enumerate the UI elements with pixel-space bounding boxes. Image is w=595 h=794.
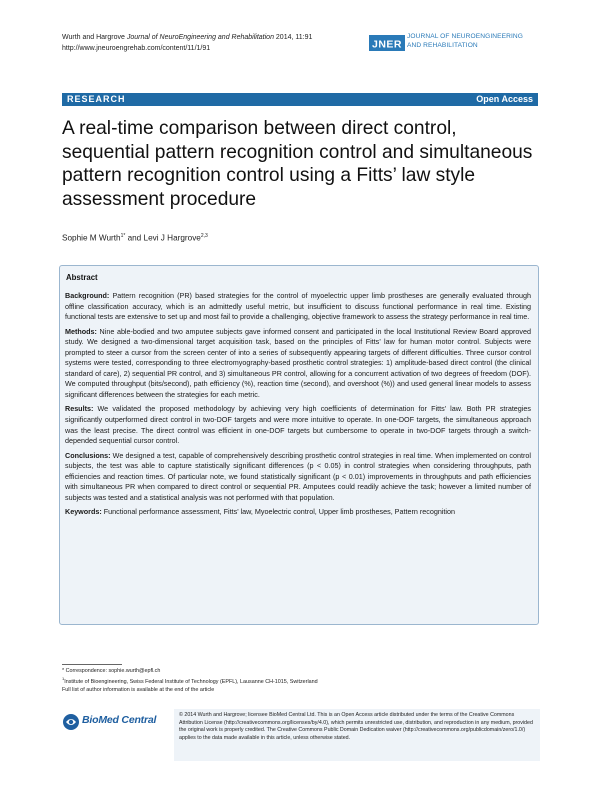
abstract-methods (65, 327, 531, 401)
article-title: A real-time comparison between direct control, sequential pattern recognition control and simultaneous pattern recognition control using a Fitts’ law style assessment procedure (62, 118, 533, 210)
abstract-body (65, 291, 531, 522)
author-info-note: Full list of author information is available at the end of the article (62, 687, 215, 694)
author-name[interactable]: Sophie M Wurth (62, 233, 121, 243)
section-label: Conclusions: (65, 450, 111, 460)
citation-journal: Journal of NeuroEngineering and Rehabilitation (126, 34, 274, 41)
svg-text:JNER: JNER (371, 38, 403, 51)
citation-details: 2014, 11:91 (273, 34, 313, 41)
abstract-heading: Abstract (66, 273, 98, 282)
license-box (174, 709, 540, 761)
footnotes (62, 667, 322, 694)
section-label: Results: (65, 404, 94, 414)
abstract-results (65, 404, 531, 446)
biomed-central-icon (62, 713, 80, 731)
license-text: © 2014 Wurth and Hargrove; licensee BioMed Central Ltd. This is an Open Access article distributed under the terms of the Creative Commons Attribution License (http://creativecommons.org/licenses/by/4.0), which permits unrestricted use, distribution, and reproduction in any medium, provided the original work is properly credited. The Creative Commons Public Domain Dedication waiver (http://creativecommons.org/publicdomain/zero/1.0/) applies to the data made available in this article, unless otherwise stated. (179, 712, 533, 742)
publisher-name: BioMed Central (82, 714, 157, 726)
section-text: We validated the proposed methodology by achieving very high coefficients of determination for Fitts’ law. Both PR strategies significantly outperformed direct control in two-DOF targets and were more intuitive to operate. In one-DOF targets, the simultaneous approach was the least precise. The direct control was efficient in one-DOF targets but cumbersome to operate in two-DOF targets through a switch-depended sequential cursor control. (65, 404, 531, 446)
section-text: Functional performance assessment, Fitts’ law, Myoelectric control, Upper limb prostheses, Pattern recognition (101, 507, 456, 517)
author-name[interactable]: Levi J Hargrove (143, 233, 201, 243)
affiliation-text: Institute of Bioengineering, Swiss Federal Institute of Technology (EPFL), Lausanne CH-1015, Switzerland (64, 679, 318, 685)
author-list (62, 233, 532, 243)
journal-name (407, 33, 547, 50)
section-label: Keywords: (65, 507, 102, 517)
journal-name-line-2: AND REHABILITATION (407, 41, 478, 49)
citation-line (62, 33, 362, 44)
affiliation-number: 1 (62, 676, 65, 682)
section-text: We designed a test, capable of comprehensively describing prosthetic control strategies in real time. When implemented on control subjects, the test was able to capture statistically significant differences (p < 0.05) in control strategies when considering throughputs, path efficiencies and reaction times. Of particular note, we found statistically significant (p < 0.01) improvements in throughputs and path efficiencies with simultaneous PR when compared to direct control or sequential PR. Amputees could readily achieve the task; however a limited number of subjects was tested and a statistical analysis was not performed with that population. (65, 450, 531, 502)
section-label: Methods: (65, 326, 97, 336)
affiliation-note (62, 675, 322, 686)
section-text: Nine able-bodied and two amputee subjects gave informed consent and participated in the local Institutional Review Board approved study. We designed a two-dimensional target acquisition task, based on the principles of Fitts’ law for human motor control. Subjects were prompted to steer a cursor from the screen center of into a series of subsequently appearing targets of different difficulties. Three cursor control systems were tested, corresponding to three electromyography-based prosthetic control strategies: 1) amplitude-based direct control (the clinical standard of care), 2) sequential PR control, and 3) simultaneous PR control, allowing for a concurrent activation of two degrees of freedom (DOF). We computed throughput (bits/second), path efficiency (%), reaction time (second), and overshoot (%)) and used general linear models to assess significant differences between the strategies for each metric. (65, 326, 531, 399)
abstract-keywords (65, 507, 531, 518)
abstract-background (65, 291, 531, 323)
author-affiliation-mark: 2,3 (200, 233, 208, 239)
article-type: RESEARCH (67, 94, 126, 104)
citation-authors: Wurth and Hargrove (62, 34, 125, 41)
abstract-box (59, 265, 539, 625)
publisher-logo (62, 712, 182, 732)
journal-logo (369, 31, 544, 57)
article-type-bar (62, 93, 538, 106)
author-affiliation-mark: 1* (120, 233, 126, 239)
footnote-divider (62, 664, 122, 665)
section-text: Pattern recognition (PR) based strategies for the control of myoelectric upper limb prostheses are generally evaluated through offline classification accuracy, which is an admittedly useful metric, but insufficient to discuss functional performance in real time. Existing functional tests are extensive to set up and most fail to provide a challenging, objective framework to assess the strategy performance in real time. (65, 291, 531, 322)
journal-name-line-1: JOURNAL OF NEUROENGINEERING (407, 33, 524, 40)
author-separator: and (125, 233, 144, 243)
jner-logo-icon (369, 31, 405, 55)
abstract-conclusions (65, 451, 531, 504)
open-access-label: Open Access (476, 94, 533, 104)
article-citation (62, 33, 362, 54)
article-url[interactable]: http://www.jneuroengrehab.com/content/11/1/91 (62, 44, 211, 52)
correspondence-note: * Correspondence: sophie.wurth@epfl.ch (62, 668, 161, 674)
section-label: Background: (65, 291, 110, 300)
